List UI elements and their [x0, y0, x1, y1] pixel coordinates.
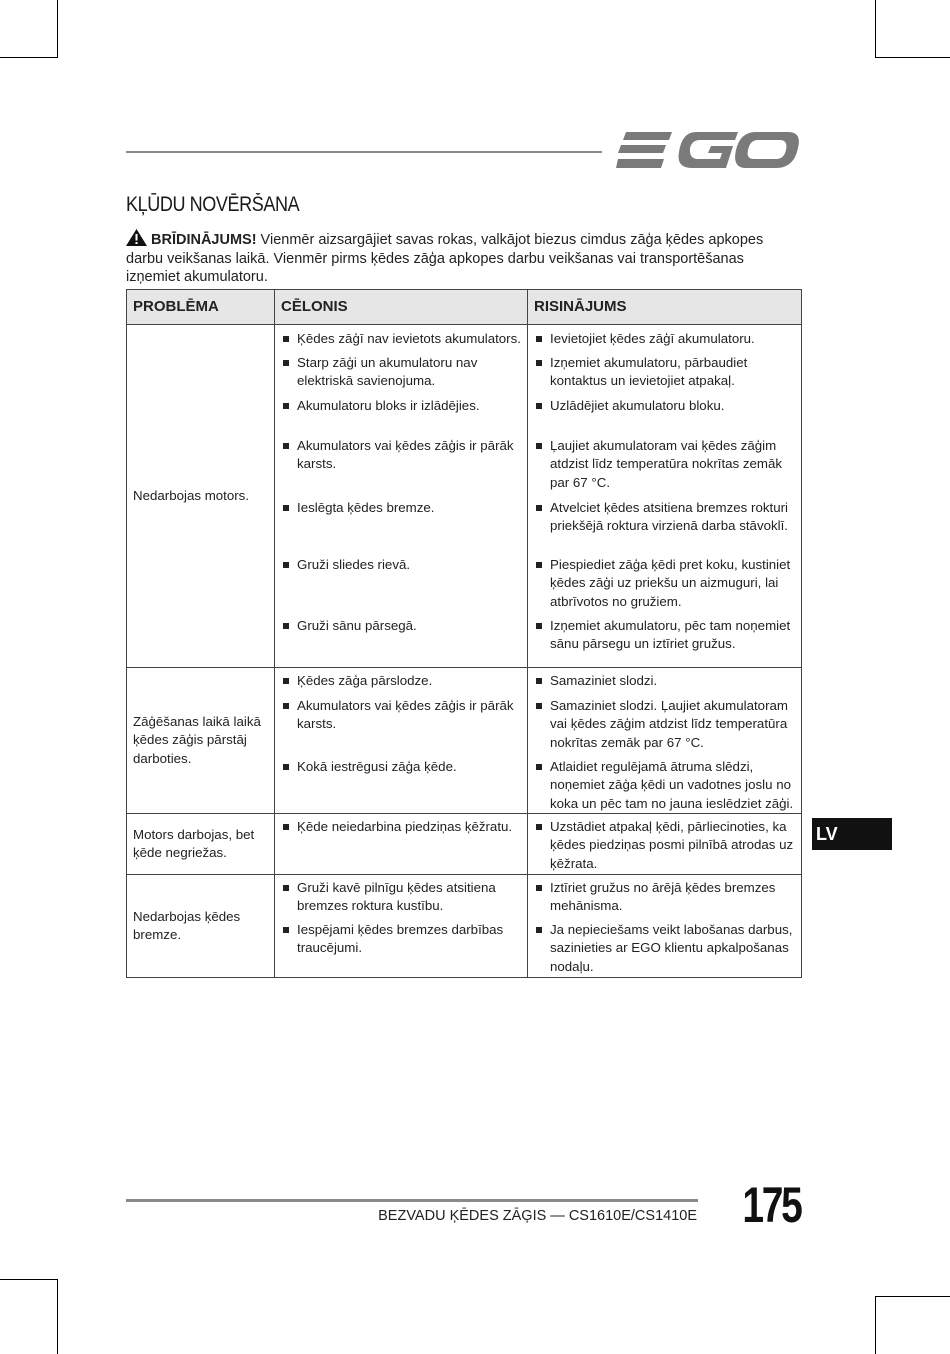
cause-item: Ķēdes zāģī nav ievietots akumulators. — [281, 330, 523, 348]
page-number: 175 — [741, 1177, 800, 1233]
column-header-solution: RISINĀJUMS — [528, 290, 802, 325]
solution-cell — [528, 325, 802, 668]
warning-block — [126, 229, 800, 287]
crop-mark — [57, 0, 58, 58]
solution-item: Atvelciet ķēdes atsitiena bremzes rokturi priekšējā roktura virzienā darba stāvoklī. — [534, 499, 797, 536]
table-header-row — [127, 290, 802, 325]
cause-item: Gruži sliedes rievā. — [281, 556, 523, 574]
header-rule — [126, 151, 602, 153]
crop-mark — [0, 1279, 58, 1280]
problem-cell: Zāģēšanas laikā laikā ķēdes zāģis pārstāj darboties. — [127, 668, 275, 814]
problem-cell: Nedarbojas motors. — [127, 325, 275, 668]
cause-cell — [275, 814, 528, 875]
solution-cell — [528, 668, 802, 814]
solution-item: Ja nepieciešams veikt labošanas darbus, sazinieties ar EGO klientu apkalpošanas nodaļu. — [534, 921, 797, 976]
cause-cell — [275, 668, 528, 814]
section-title: KĻŪDU NOVĒRŠANA — [126, 193, 300, 216]
column-header-cause: CĒLONIS — [275, 290, 528, 325]
table-row — [127, 814, 802, 875]
solution-cell — [528, 875, 802, 978]
table-row — [127, 875, 802, 978]
table-row — [127, 325, 802, 668]
cause-item: Starp zāģi un akumulatoru nav elektriskā savienojuma. — [281, 354, 523, 391]
cause-item: Ķēdes zāģa pārslodze. — [281, 672, 523, 690]
solution-item: Samaziniet slodzi. Ļaujiet akumulatoram vai ķēdes zāģim atdzist līdz temperatūra nokrītas zemāk par 67 °C. — [534, 697, 797, 752]
ego-logo — [616, 128, 800, 172]
crop-mark — [875, 0, 876, 58]
solution-item: Ievietojiet ķēdes zāģī akumulatoru. — [534, 330, 797, 348]
warning-text: Vienmēr aizsargājiet savas rokas, valkājot biezus cimdus zāģa ķēdes apkopes darbu veikšanas laikā. Vienmēr pirms ķēdes zāģa apkopes darbu veikšanas vai transportēšanas izņemiet akumulatoru. — [126, 232, 764, 285]
footer-title: BEZVADU ĶĒDES ZĀĢIS — CS1610E/CS1410E — [378, 1208, 697, 1224]
column-header-problem: PROBLĒMA — [127, 290, 275, 325]
crop-mark — [0, 57, 58, 58]
cause-item: Gruži sānu pārsegā. — [281, 617, 523, 635]
cause-cell — [275, 325, 528, 668]
cause-item: Akumulators vai ķēdes zāģis ir pārāk karsts. — [281, 437, 523, 474]
solution-cell — [528, 814, 802, 875]
crop-mark — [875, 1296, 876, 1354]
solution-item: Atlaidiet regulējamā ātruma slēdzi, noņemiet zāģa ķēdi un vadotnes joslu no koka un pēc tam no jauna ieslēdziet zāģi. — [534, 758, 797, 813]
problem-cell: Motors darbojas, bet ķēde negriežas. — [127, 814, 275, 875]
solution-item: Izņemiet akumulatoru, pēc tam noņemiet sānu pārsegu un iztīriet gružus. — [534, 617, 797, 654]
solution-item: Iztīriet gružus no ārējā ķēdes bremzes mehānisma. — [534, 879, 797, 916]
crop-mark — [875, 57, 950, 58]
solution-item: Uzlādējiet akumulatoru bloku. — [534, 397, 797, 415]
troubleshooting-table — [126, 289, 802, 978]
footer-rule — [126, 1199, 698, 1202]
table-row — [127, 668, 802, 814]
solution-item: Samaziniet slodzi. — [534, 672, 797, 690]
crop-mark — [875, 1296, 950, 1297]
cause-cell — [275, 875, 528, 978]
crop-mark — [57, 1279, 58, 1354]
solution-item: Ļaujiet akumulatoram vai ķēdes zāģim atdzist līdz temperatūra nokrītas zemāk par 67 °C. — [534, 437, 797, 492]
cause-item: Ķēde neiedarbina piedziņas ķēžratu. — [281, 818, 523, 836]
cause-item: Akumulators vai ķēdes zāģis ir pārāk karsts. — [281, 697, 523, 734]
language-tab: LV — [812, 818, 892, 850]
solution-item: Izņemiet akumulatoru, pārbaudiet kontaktus un ievietojiet atpakaļ. — [534, 354, 797, 391]
solution-item: Uzstādiet atpakaļ ķēdi, pārliecinoties, ka ķēdes piedziņas posmi pilnībā atrodas uz ķēžrata. — [534, 818, 797, 873]
warning-label: BRĪDINĀJUMS! — [151, 232, 257, 248]
warning-triangle-icon — [126, 229, 147, 246]
solution-item: Piespiediet zāģa ķēdi pret koku, kustiniet ķēdes zāģi uz priekšu un aizmuguri, lai atbrīvotos no gružiem. — [534, 556, 797, 611]
problem-cell: Nedarbojas ķēdes bremze. — [127, 875, 275, 978]
cause-item: Ieslēgta ķēdes bremze. — [281, 499, 523, 517]
cause-item: Kokā iestrēgusi zāģa ķēde. — [281, 758, 523, 776]
cause-item: Akumulatoru bloks ir izlādējies. — [281, 397, 523, 415]
cause-item: Iespējami ķēdes bremzes darbības traucējumi. — [281, 921, 523, 958]
cause-item: Gruži kavē pilnīgu ķēdes atsitiena bremzes roktura kustību. — [281, 879, 523, 916]
